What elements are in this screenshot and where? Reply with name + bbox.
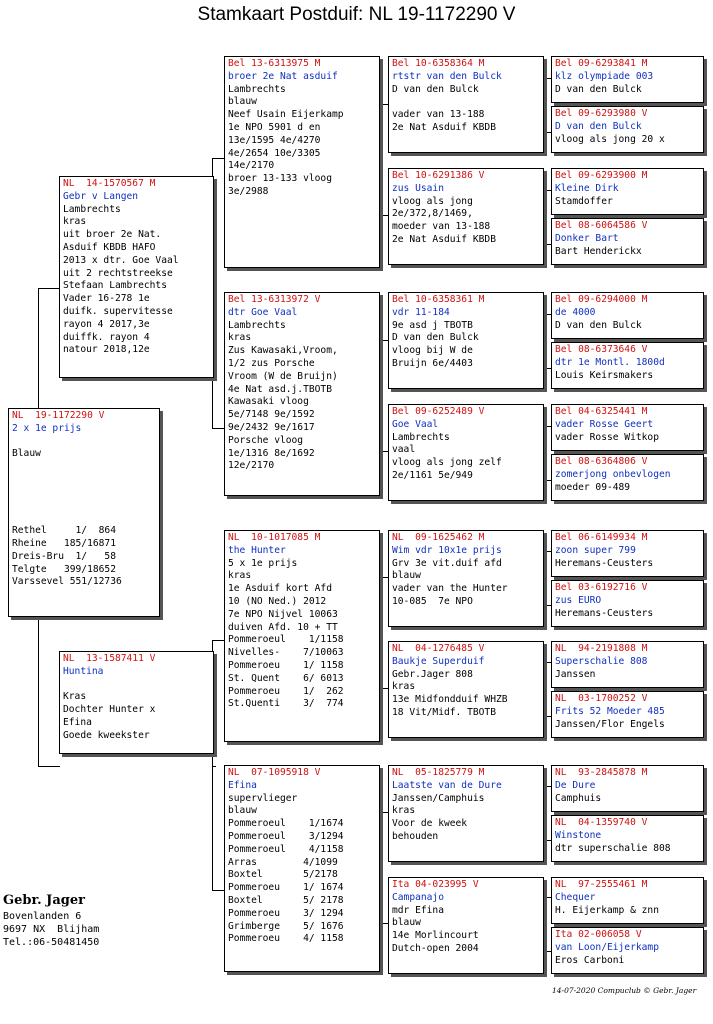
pedigree-line: vader van the Hunter — [392, 583, 508, 595]
pedigree-line: kras — [392, 805, 416, 817]
pedigree-card-sire — [59, 176, 214, 378]
pedigree-line: broer 13-133 vloog — [228, 173, 332, 185]
pigeon-name: Donker Bart — [555, 232, 619, 244]
pedigree-line — [12, 487, 156, 500]
pedigree-line: St.Quenti 3/ 774 — [228, 698, 344, 710]
pedigree-line: 13e Midfondduif WHZB — [392, 694, 508, 706]
pedigree-line: Lambrechts — [63, 203, 121, 215]
pedigree-line: Pommeroeu 1/ 1674 — [228, 882, 344, 894]
owner-postcode: 9697 NX Blijham — [3, 924, 100, 935]
pedigree-line: 13e/1595 4e/4270 — [228, 134, 321, 146]
pedigree-line: Pommeroeul 1/1674 — [228, 818, 344, 830]
pedigree-line: 18 Vit/Midf. TBOTB — [392, 706, 496, 718]
pedigree-line: 14e Morlincourt — [392, 930, 479, 942]
connector-line — [38, 288, 60, 289]
pedigree-line: uit broer 2e Nat. — [63, 229, 162, 241]
pedigree-line: 1e/1316 8e/1692 — [228, 447, 315, 459]
ring-number: Bel 13-6313975 M — [228, 58, 321, 69]
pedigree-line — [392, 96, 540, 109]
pedigree-card-sd — [224, 292, 380, 496]
pedigree-line: kras — [392, 681, 416, 693]
pedigree-line: 3e/2988 — [228, 185, 269, 197]
pedigree-line: Efina — [63, 716, 92, 728]
pedigree-card-sdd — [388, 404, 544, 501]
owner-address: Bovenlanden 6 — [3, 911, 82, 922]
pedigree-line: Kawasaki vloog — [228, 396, 309, 408]
ring-number: Bel 09-6294000 M — [555, 294, 648, 305]
pedigree-line: 1/2 zus Porsche — [228, 357, 315, 369]
pedigree-line: vader Rosse Witkop — [555, 431, 659, 443]
pedigree-line: kras — [63, 216, 87, 228]
pedigree-line: vloog bij W de — [392, 345, 473, 357]
ring-number: Bel 10-6358364 M — [392, 58, 485, 69]
pedigree-line: behouden — [392, 830, 439, 842]
pedigree-line: Janssen/Camphuis — [392, 792, 485, 804]
owner-phone: Tel.:06-50481450 — [3, 937, 100, 948]
pigeon-name: Baukje Superduif — [392, 655, 485, 667]
pedigree-line: natour 2018,12e — [63, 344, 150, 356]
pedigree-line: Varssevel 551/12736 — [12, 576, 122, 588]
pedigree-line: blauw — [392, 570, 421, 582]
pedigree-line: 2013 x dtr. Goe Vaal — [63, 254, 179, 266]
pedigree-line: 2e Nat Asduif KBDB — [392, 233, 496, 245]
ring-number: Bel 13-6313972 V — [228, 294, 321, 305]
pedigree-card-dss — [388, 530, 544, 627]
pedigree-line: 1e NPO 5901 d en — [228, 121, 321, 133]
owner-name: Gebr. Jager — [3, 893, 85, 908]
pedigree-line: Pommeroeul 4/1158 — [228, 843, 344, 855]
ring-number: NL 14-1570567 M — [63, 178, 156, 189]
pigeon-name: vader Rosse Geert — [555, 418, 654, 430]
pigeon-name: dtr Goe Vaal — [228, 306, 298, 318]
pedigree-line: Dreis-Bru 1/ 58 — [12, 550, 116, 562]
ring-number: NL 05-1825779 M — [392, 767, 485, 778]
pedigree-line: 7e NPO Nijvel 10063 — [228, 608, 338, 620]
pedigree-card-g9 — [551, 530, 704, 577]
pigeon-name: Superschalie 808 — [555, 655, 648, 667]
pedigree-line: Asduif KBDB HAFO — [63, 241, 156, 253]
pedigree-line: 4e/2654 10e/3305 — [228, 147, 321, 159]
pedigree-line: kras — [228, 570, 252, 582]
pedigree-line — [63, 679, 210, 692]
pedigree-line: Arras 4/1099 — [228, 856, 338, 868]
ring-number: NL 13-1587411 V — [63, 653, 156, 664]
pedigree-line: Camphuis — [555, 792, 602, 804]
ring-number: Bel 09-6293841 M — [555, 58, 648, 69]
pigeon-name: Frits 52 Moeder 485 — [555, 705, 665, 717]
pigeon-name: Laatste van de Dure — [392, 779, 502, 791]
pedigree-line — [12, 512, 156, 525]
pedigree-card-g12 — [551, 691, 704, 738]
pigeon-name: Gebr v Langen — [63, 190, 139, 202]
pedigree-line: Vader 16-278 1e — [63, 293, 150, 305]
ring-number: NL 04-1359740 V — [555, 817, 648, 828]
pedigree-line: Porsche vloog — [228, 434, 304, 446]
ring-number: Bel 08-6364806 V — [555, 456, 648, 467]
pedigree-line: Pommeroeu 4/ 1158 — [228, 933, 344, 945]
pedigree-card-g3 — [551, 168, 704, 215]
pedigree-line: Janssen — [555, 668, 596, 680]
pigeon-name: dtr 1e Montl. 1800d — [555, 356, 665, 368]
pedigree-line: Kras — [63, 691, 87, 703]
connector-line — [38, 288, 39, 409]
pedigree-line: Lambrechts — [392, 431, 450, 443]
pedigree-line: Pommeroeu 1/ 1158 — [228, 659, 344, 671]
pedigree-line: 10 (NO Ned.) 2012 — [228, 595, 327, 607]
pedigree-line: Lambrechts — [228, 83, 286, 95]
pedigree-line: Pommeroeul 1/1158 — [228, 634, 344, 646]
pedigree-line: blauw — [228, 805, 257, 817]
pedigree-line: duiven Afd. 10 + TT — [228, 621, 338, 633]
pigeon-name: zus EURO — [555, 594, 602, 606]
pedigree-line: D van den Bulck — [555, 83, 642, 95]
pedigree-line: Neef Usain Eijerkamp — [228, 109, 344, 121]
ring-number: NL 93-2845878 M — [555, 767, 648, 778]
pedigree-line: 1e Asduif kort Afd — [228, 583, 332, 595]
pedigree-line: D van den Bulck — [392, 83, 479, 95]
ring-number: NL 10-1017085 M — [228, 532, 321, 543]
pedigree-line: Bart Henderickx — [555, 245, 642, 257]
pedigree-line: supervlieger — [228, 792, 298, 804]
pigeon-name: rtstr van den Bulck — [392, 70, 502, 82]
pigeon-name: Huntina — [63, 665, 104, 677]
ring-number: Ita 02-006058 V — [555, 929, 642, 940]
pigeon-name: de 4000 — [555, 306, 596, 318]
ring-number: NL 19-1172290 V — [12, 410, 105, 421]
pedigree-line: vader van 13-188 — [392, 109, 485, 121]
pedigree-line: dtr superschalie 808 — [555, 842, 671, 854]
pedigree-line: mdr Efina — [392, 904, 444, 916]
pedigree-card-g16 — [551, 927, 704, 974]
pedigree-line: 9e asd j TBOTB — [392, 319, 473, 331]
pedigree-line: Telgte 399/18652 — [12, 563, 116, 575]
owner-block — [3, 892, 99, 949]
pigeon-name: 2 x 1e prijs — [12, 422, 82, 434]
pedigree-card-ds — [224, 530, 380, 742]
pedigree-line: 14e/2170 — [228, 160, 275, 172]
pedigree-card-sds — [388, 292, 544, 389]
pigeon-name: zomerjong onbevlogen — [555, 468, 671, 480]
pedigree-line: 2e/1161 5e/949 — [392, 469, 473, 481]
pedigree-line: kras — [228, 332, 252, 344]
pedigree-line: vloog als jong 20 x — [555, 133, 665, 145]
pedigree-line: moeder van 13-188 — [392, 221, 491, 233]
pigeon-name: Winstone — [555, 829, 602, 841]
pedigree-card-sss — [388, 56, 544, 153]
pedigree-card-ss — [224, 56, 380, 268]
pedigree-line: 4e Nat asd.j.TBOTB — [228, 383, 332, 395]
pedigree-line: 12e/2170 — [228, 460, 275, 472]
pedigree-card-dd — [224, 765, 380, 972]
pedigree-line: blauw — [228, 96, 257, 108]
pigeon-name: zoon super 799 — [555, 544, 636, 556]
pedigree-card-dam — [59, 651, 214, 754]
pigeon-name: zus Usain — [392, 182, 444, 194]
connector-line — [38, 616, 39, 766]
pedigree-card-ddd — [388, 877, 544, 974]
pedigree-card-subject — [8, 408, 160, 617]
pedigree-card-g11 — [551, 641, 704, 688]
pedigree-line: 5 x 1e prijs — [228, 557, 298, 569]
ring-number: Bel 03-6192716 V — [555, 582, 648, 593]
pedigree-line: Dochter Hunter x — [63, 704, 156, 716]
pedigree-line: Boxtel 5/2178 — [228, 869, 338, 881]
pedigree-line: Goede kweekster — [63, 729, 150, 741]
pedigree-line: duifk. supervitesse — [63, 305, 173, 317]
pedigree-card-g6 — [551, 342, 704, 389]
pedigree-line: Voor de kweek — [392, 818, 468, 830]
pedigree-line — [12, 436, 156, 449]
pedigree-line: Dutch-open 2004 — [392, 942, 479, 954]
pedigree-line: Eros Carboni — [555, 954, 625, 966]
pedigree-line: D van den Bulck — [555, 319, 642, 331]
pedigree-line: Vroom (W de Bruijn) — [228, 370, 338, 382]
pigeon-name: Chequer — [555, 891, 596, 903]
pedigree-line: Grimberge 5/ 1676 — [228, 920, 344, 932]
connector-line — [38, 766, 60, 767]
pedigree-line: D van den Bulck — [392, 332, 479, 344]
pedigree-line: Rheine 185/16871 — [12, 537, 116, 549]
pedigree-line: duiffk. rayon 4 — [63, 331, 150, 343]
pedigree-line: Heremans-Ceusters — [555, 607, 654, 619]
pedigree-line: Boxtel 5/ 2178 — [228, 894, 344, 906]
pedigree-line: Bruijn 6e/4403 — [392, 357, 473, 369]
pedigree-line: 10-085 7e NPO — [392, 595, 473, 607]
pigeon-name: klz olympiade 003 — [555, 70, 654, 82]
pigeon-name: Efina — [228, 779, 257, 791]
pedigree-line: uit 2 rechtstreekse — [63, 267, 173, 279]
pigeon-name: van Loon/Eijerkamp — [555, 941, 659, 953]
pigeon-name: Goe Vaal — [392, 418, 439, 430]
pedigree-card-dds — [388, 765, 544, 862]
ring-number: Bel 09-6293900 M — [555, 170, 648, 181]
ring-number: Bel 10-6358361 M — [392, 294, 485, 305]
ring-number: Bel 10-6291386 V — [392, 170, 485, 181]
pedigree-line: 2e/372,8/1469, — [392, 208, 473, 220]
pedigree-card-g14 — [551, 815, 704, 862]
pigeon-name: broer 2e Nat asduif — [228, 70, 338, 82]
pedigree-line: vloog als jong zelf — [392, 457, 502, 469]
footer-credit: 14-07-2020 Compuclub © Gebr. Jager — [552, 986, 697, 995]
pedigree-card-g15 — [551, 877, 704, 924]
pedigree-card-g4 — [551, 218, 704, 265]
pedigree-card-g5 — [551, 292, 704, 339]
pedigree-line: Grv 3e vit.duif afd — [392, 557, 502, 569]
pedigree-line: Rethel 1/ 864 — [12, 525, 116, 537]
pedigree-line — [12, 474, 156, 487]
pedigree-line: H. Eijerkamp & znn — [555, 904, 659, 916]
pedigree-card-g7 — [551, 404, 704, 451]
pedigree-line: 9e/2432 9e/1617 — [228, 421, 315, 433]
ring-number: Bel 04-6325441 M — [555, 406, 648, 417]
pedigree-line: rayon 4 2017,3e — [63, 318, 150, 330]
pedigree-line: Pommeroeul 3/1294 — [228, 830, 344, 842]
pedigree-line: Stefaan Lambrechts — [63, 280, 167, 292]
pedigree-card-dsd — [388, 641, 544, 738]
ring-number: Bel 09-6252489 V — [392, 406, 485, 417]
pigeon-name: the Hunter — [228, 544, 286, 556]
pedigree-line: Pommeroeu 3/ 1294 — [228, 907, 344, 919]
pigeon-name: vdr 11-184 — [392, 306, 450, 318]
pedigree-line: Lambrechts — [228, 319, 286, 331]
pedigree-card-g8 — [551, 454, 704, 501]
pedigree-line: 2e Nat Asduif KBDB — [392, 121, 496, 133]
pedigree-card-g13 — [551, 765, 704, 812]
pedigree-line — [12, 500, 156, 513]
pedigree-line: St. Quent 6/ 6013 — [228, 672, 344, 684]
ring-number: Bel 08-6064586 V — [555, 220, 648, 231]
pigeon-name: Wim vdr 10x1e prijs — [392, 544, 502, 556]
pedigree-line: Pommeroeu 1/ 262 — [228, 685, 344, 697]
pedigree-card-g1 — [551, 56, 704, 103]
pedigree-line: Janssen/Flor Engels — [555, 718, 665, 730]
pedigree-card-ssd — [388, 168, 544, 265]
ring-number: Bel 06-6149934 M — [555, 532, 648, 543]
ring-number: NL 97-2555461 M — [555, 879, 648, 890]
pedigree-line: Gebr.Jager 808 — [392, 668, 473, 680]
page-title: Stamkaart Postduif: NL 19-1172290 V — [197, 4, 516, 25]
pigeon-name: De Dure — [555, 779, 596, 791]
pedigree-line: blauw — [392, 917, 421, 929]
ring-number: NL 04-1276485 V — [392, 643, 485, 654]
pedigree-line: Louis Keirsmakers — [555, 369, 654, 381]
pedigree-card-g2 — [551, 106, 704, 153]
pigeon-name: Kleine Dirk — [555, 182, 619, 194]
pedigree-line: vloog als jong — [392, 195, 473, 207]
pigeon-name: Campanajo — [392, 891, 444, 903]
ring-number: NL 03-1700252 V — [555, 693, 648, 704]
pedigree-line: Zus Kawasaki,Vroom, — [228, 345, 338, 357]
pedigree-line: Heremans-Ceusters — [555, 557, 654, 569]
pigeon-name: D van den Bulck — [555, 120, 642, 132]
ring-number: NL 94-2191808 M — [555, 643, 648, 654]
ring-number: Ita 04-023995 V — [392, 879, 479, 890]
ring-number: Bel 08-6373646 V — [555, 344, 648, 355]
connector-line — [212, 766, 216, 767]
pedigree-line: Stamdoffer — [555, 195, 613, 207]
ring-number: NL 09-1625462 M — [392, 532, 485, 543]
pedigree-line: Nivelles- 7/10063 — [228, 647, 344, 659]
ring-number: Bel 09-6293980 V — [555, 108, 648, 119]
pedigree-line: moeder 09-489 — [555, 481, 631, 493]
pedigree-line: vaal — [392, 444, 416, 456]
ring-number: NL 07-1095918 V — [228, 767, 321, 778]
pedigree-line — [12, 461, 156, 474]
pedigree-line: 5e/7148 9e/1592 — [228, 409, 315, 421]
pedigree-card-g10 — [551, 580, 704, 627]
pedigree-line: Blauw — [12, 448, 41, 460]
